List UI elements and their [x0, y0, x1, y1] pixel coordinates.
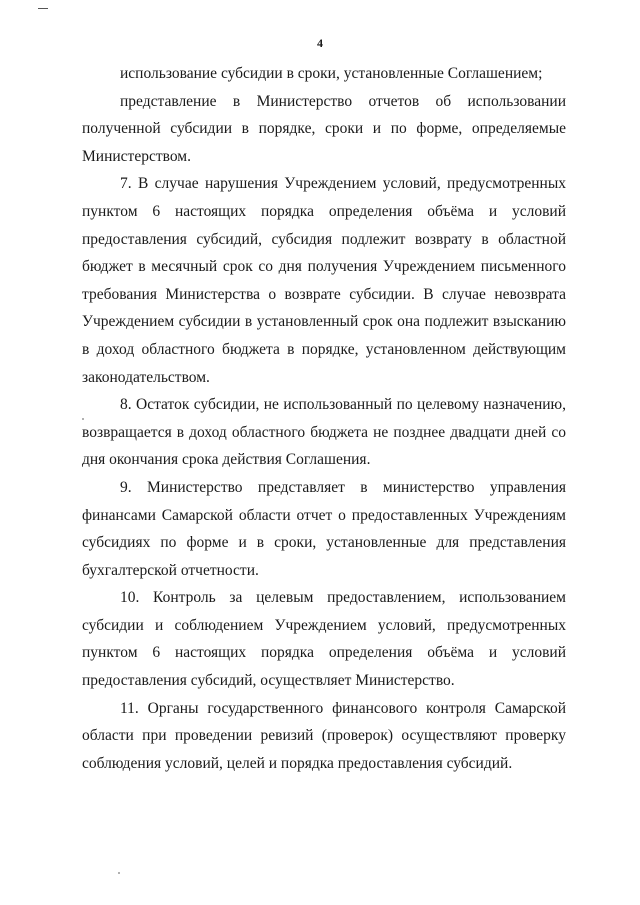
paragraph-7-refund: 7. В случае нарушения Учреждением условий, предусмотренных пунктом 6 настоящих порядка определения объёма и условий предоставления субсидий, субсидия подлежит возврату в областной бюджет в месячный срок со дня получения Учреждением письменного требования Министерства о возврате субсидии. В случае невозврата Учреждением субсидии в установленный срок она подлежит взысканию в доход областного бюджета в порядке, установленном действующим законодательством. — [82, 175, 566, 386]
paragraph-reporting: представление в Министерство отчетов об использовании полученной субсидии в порядке, сроки и по форме, определяемые Министерством. — [82, 92, 566, 165]
page-number: 4 — [317, 36, 323, 50]
document-body — [82, 60, 566, 777]
paragraph-usage-terms: использование субсидии в сроки, установленные Соглашением; — [120, 65, 543, 82]
scan-mark — [38, 8, 48, 9]
paragraph-11-audit: 11. Органы государственного финансового контроля Самарской области при проведении ревизий (проверок) осуществляют проверку соблюдения условий, целей и порядка предоставления субсидий. — [82, 699, 566, 772]
scan-speck — [118, 872, 120, 874]
paragraph-10-control: 10. Контроль за целевым предоставлением, использованием субсидии и соблюдением Учреждением условий, предусмотренных пунктом 6 настоящих порядка определения объёма и условий предоставления субсидий, осуществляет Министерство. — [82, 589, 566, 690]
paragraph-8-remainder: 8. Остаток субсидии, не использованный по целевому назначению, возвращается в доход областного бюджета не позднее двадцати дней со дня окончания срока действия Соглашения. — [82, 396, 566, 469]
paragraph-9-report: 9. Министерство представляет в министерство управления финансами Самарской области отчет о предоставленных Учреждениям субсидиях по форме и в сроки, установленные для представления бухгалтерской отчетности. — [82, 478, 566, 579]
